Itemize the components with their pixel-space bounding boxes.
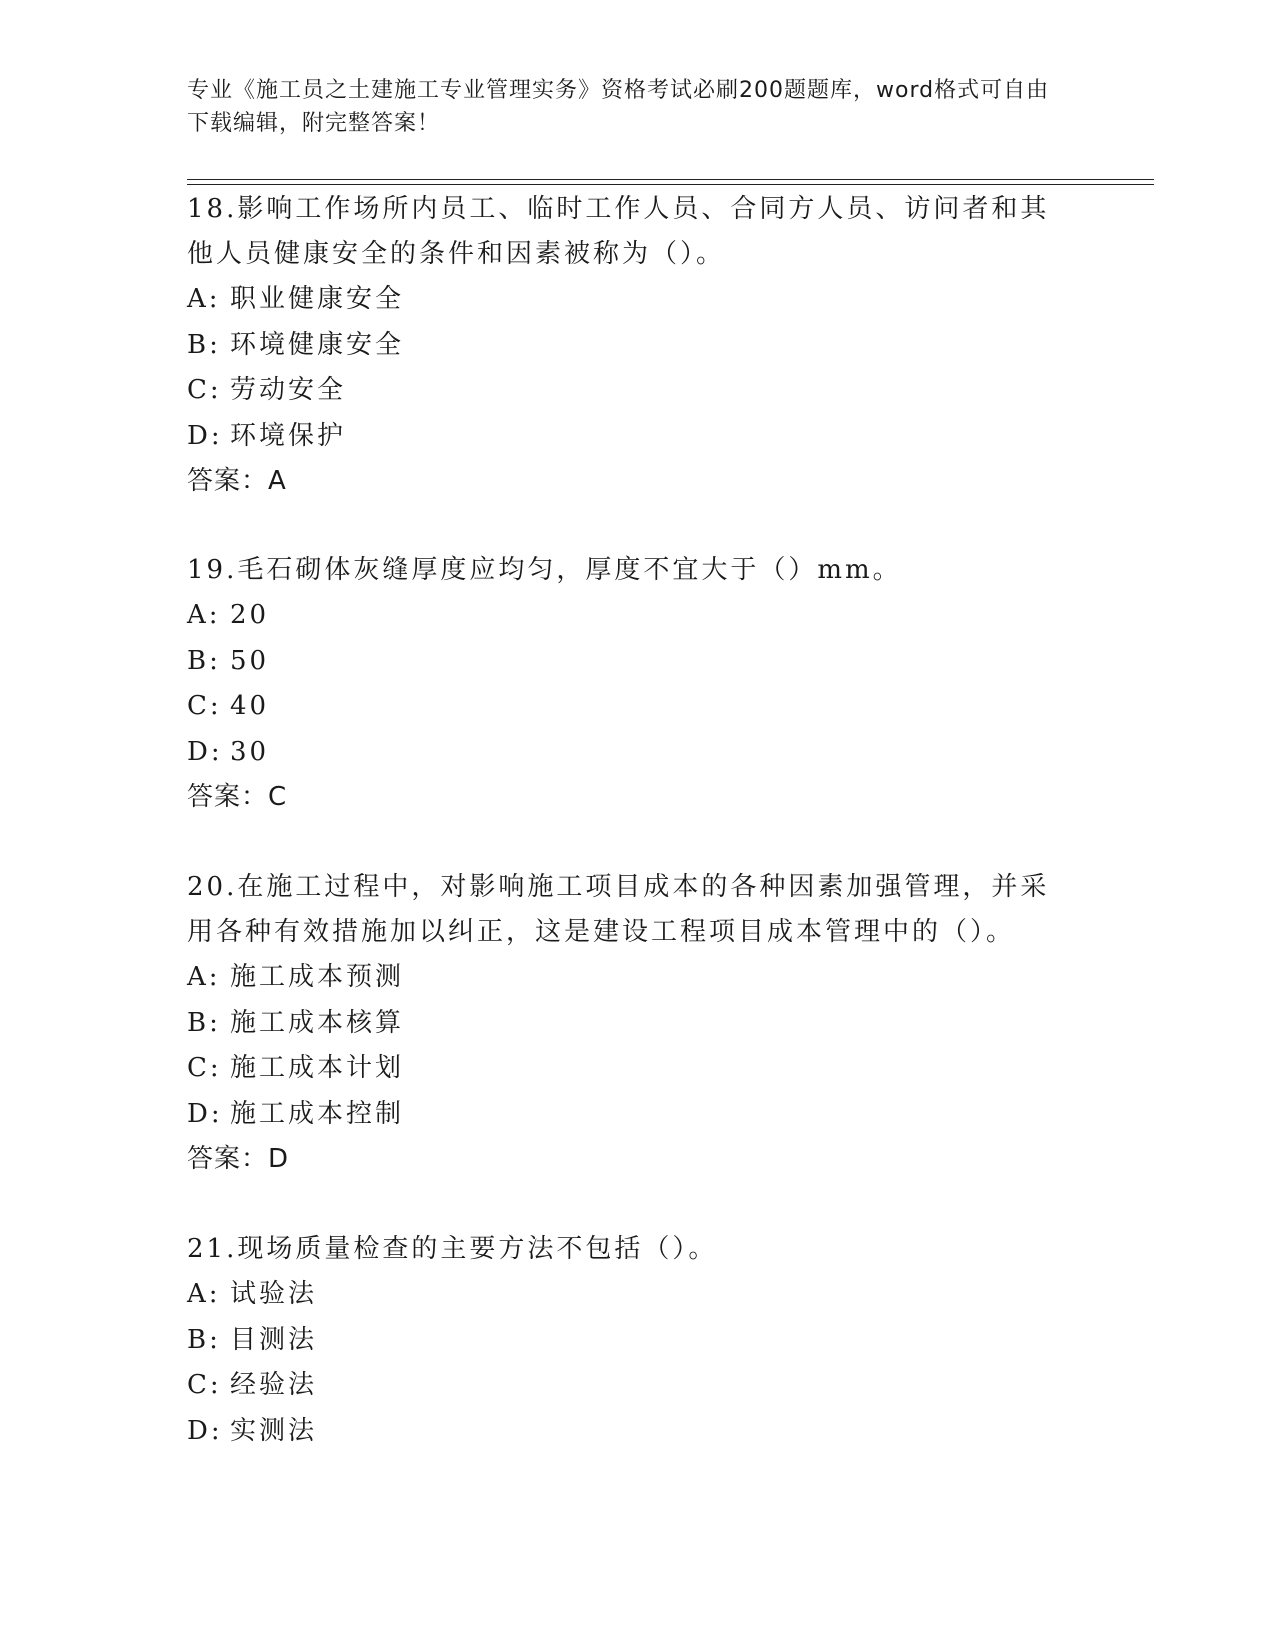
option-letter: D: (187, 736, 223, 767)
option-c (187, 684, 1067, 730)
option-letter: B: (187, 329, 221, 360)
option-b (187, 1318, 1067, 1364)
option-text: 施工成本控制 (230, 1098, 405, 1129)
question-21 (187, 1227, 1067, 1454)
question-stem: 19.毛石砌体灰缝厚度应均匀，厚度不宜大于（）mm。 (187, 555, 902, 585)
option-text: 经验法 (230, 1370, 318, 1400)
option-letter: C: (187, 1053, 222, 1083)
answer-line: 答案：D (187, 1144, 290, 1174)
option-d (187, 414, 1067, 460)
document-header: 专业《施工员之土建施工专业管理实务》资格考试必刷200题题库，word格式可自由下载编辑，附完整答案！ (187, 78, 1050, 136)
option-a (187, 277, 1067, 323)
header-divider-top (187, 179, 1154, 180)
answer-line: 答案：A (187, 466, 287, 496)
option-text: 施工成本计划 (230, 1053, 405, 1083)
question-stem: 18.影响工作场所内员工、临时工作人员、合同方人员、访问者和其他人员健康安全的条件和因素被称为（）。 (187, 194, 1050, 269)
option-c (187, 1363, 1067, 1409)
option-a (187, 1272, 1067, 1318)
option-c (187, 368, 1067, 414)
option-text: 40 (230, 691, 270, 721)
option-text: 环境健康安全 (230, 329, 405, 360)
option-text: 试验法 (230, 1279, 318, 1309)
option-b (187, 1001, 1067, 1047)
option-text: 20 (230, 600, 270, 630)
option-a (187, 593, 1067, 639)
option-letter: A: (187, 1279, 221, 1309)
option-text: 实测法 (230, 1415, 318, 1446)
header-divider-bottom (187, 184, 1154, 185)
option-c (187, 1046, 1067, 1092)
question-20 (187, 865, 1067, 1182)
option-b (187, 323, 1067, 369)
option-text: 30 (230, 736, 270, 767)
option-text: 职业健康安全 (230, 284, 405, 314)
option-letter: B: (187, 1324, 221, 1355)
option-a (187, 955, 1067, 1001)
option-d (187, 1409, 1067, 1455)
option-d (187, 730, 1067, 776)
option-text: 施工成本预测 (230, 962, 405, 992)
option-letter: D: (187, 1098, 223, 1129)
option-letter: D: (187, 1415, 223, 1446)
option-letter: C: (187, 691, 222, 721)
option-letter: C: (187, 375, 222, 405)
question-stem: 21.现场质量检查的主要方法不包括（）。 (187, 1234, 718, 1264)
option-d (187, 1092, 1067, 1138)
question-stem: 20.在施工过程中，对影响施工项目成本的各种因素加强管理，并采用各种有效措施加以纠正，这是建设工程项目成本管理中的（）。 (187, 872, 1050, 947)
option-text: 环境保护 (230, 420, 347, 451)
option-text: 目测法 (230, 1324, 318, 1355)
option-letter: A: (187, 284, 221, 314)
question-18 (187, 187, 1067, 504)
option-letter: B: (187, 1007, 221, 1038)
option-text: 施工成本核算 (230, 1007, 405, 1038)
answer-line: 答案：C (187, 782, 288, 812)
option-letter: C: (187, 1370, 222, 1400)
option-b (187, 639, 1067, 685)
option-text: 50 (230, 645, 270, 676)
option-letter: A: (187, 962, 221, 992)
question-19 (187, 548, 1067, 820)
option-text: 劳动安全 (230, 375, 347, 405)
option-letter: B: (187, 645, 221, 676)
option-letter: A: (187, 600, 221, 630)
option-letter: D: (187, 420, 223, 451)
